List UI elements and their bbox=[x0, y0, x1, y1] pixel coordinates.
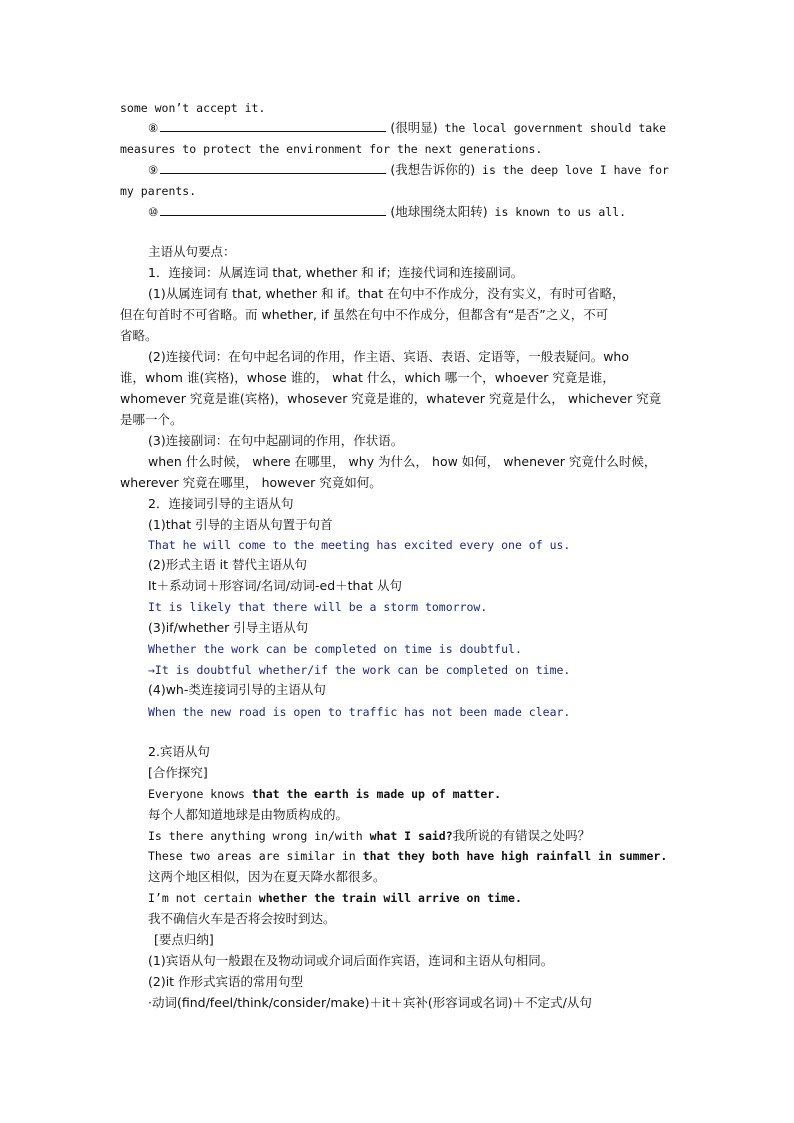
summary-point-2: (2)it 作形式宾语的常用句型 bbox=[148, 974, 304, 989]
subject-p2-3: (3)if/whether 引导主语从句 bbox=[148, 620, 309, 635]
example-sentence: When the new road is open to traffic has not been made clear. bbox=[148, 705, 571, 719]
answer-blank[interactable] bbox=[160, 162, 386, 174]
object-example-4-cn: 我不确信火车是否将会按时到达。 bbox=[148, 911, 336, 926]
item-text: the local government should take bbox=[444, 121, 667, 135]
example-text: Everyone knows bbox=[148, 787, 252, 801]
example-text: These two areas are similar in bbox=[148, 849, 363, 863]
object-example-4 bbox=[148, 890, 522, 906]
coop-label: [合作探究] bbox=[148, 765, 208, 780]
example-sentence: It is likely that there will be a storm tomorrow. bbox=[148, 600, 488, 614]
item-hint: (地球围绕太阳转) bbox=[390, 204, 488, 219]
object-example-1 bbox=[148, 786, 501, 802]
subject-p1c-list-2: wherever 究竟在哪里， however 究竟如何。 bbox=[120, 475, 382, 490]
example-clause: that they both have high rainfall in summer. bbox=[362, 849, 668, 863]
summary-point-1: (1)宾语从句一般跟在及物动词或介词后面作宾语，连词和主语从句相同。 bbox=[148, 953, 554, 968]
object-example-3-cn: 这两个地区相似，因为在夏天降水都很多。 bbox=[148, 869, 386, 884]
exercise-item-8 bbox=[148, 120, 666, 136]
formula: It＋系动词＋形容词/名词/动词-ed＋that 从句 bbox=[148, 578, 403, 593]
example-clause: whether the train will arrive on time. bbox=[258, 891, 522, 905]
subject-p1a-line1: (1)从属连词有 that, whether 和 if。that 在句中不作成分，没有实义，有时可省略， bbox=[148, 286, 625, 301]
example-sentence: That he will come to the meeting has excited every one of us. bbox=[148, 538, 571, 552]
subject-p1b-line1: (2)连接代词：在句中起名词的作用，作主语、宾语、表语、定语等，一般表疑问。who bbox=[148, 349, 630, 364]
example-sentence: →It is doubtful whether/if the work can be completed on time. bbox=[148, 663, 571, 677]
object-example-1-cn: 每个人都知道地球是由物质构成的。 bbox=[148, 807, 349, 822]
subject-p1b-line4: 是哪一个。 bbox=[120, 412, 183, 427]
exercise-item-8-cont: measures to protect the environment for the next generations. bbox=[120, 142, 543, 156]
exercise-item-9 bbox=[148, 162, 669, 178]
exercise-item-10 bbox=[148, 204, 626, 220]
item-text: is known to us all. bbox=[494, 205, 627, 219]
item-hint: (很明显) bbox=[390, 120, 438, 135]
example-text: Is there anything wrong in/with bbox=[148, 829, 370, 843]
subject-p2: 2．连接词引导的主语从句 bbox=[148, 496, 294, 511]
object-title: 2.宾语从句 bbox=[148, 744, 210, 759]
subject-p1a-line2: 但在句首时不可省略。而 whether, if 虽然在句中不作成分，但都含有“是否”之义，不可 bbox=[120, 307, 609, 322]
subject-title: 主语从句要点： bbox=[148, 244, 236, 259]
summary-point-3: ·动词(find/feel/think/consider/make)＋it＋宾补(形容词或名词)＋不定式/从句 bbox=[148, 995, 592, 1010]
subject-p1c: (3)连接副词：在句中起副词的作用，作状语。 bbox=[148, 433, 404, 448]
example-text: I’m not certain bbox=[148, 891, 259, 905]
answer-blank[interactable] bbox=[160, 120, 386, 132]
subject-p2-4: (4)wh-类连接词引导的主语从句 bbox=[148, 682, 326, 697]
item-hint: (我想告诉你的) bbox=[390, 162, 476, 177]
object-example-2 bbox=[148, 828, 590, 844]
subject-p1c-list-1: when 什么时候， where 在哪里， why 为什么， how 如何， whenever 究竟什么时候， bbox=[148, 454, 657, 469]
example-clause: that the earth is made up of matter. bbox=[251, 787, 502, 801]
subject-p1a-line3: 省略。 bbox=[120, 328, 158, 343]
exercise-line-prev: some won’t accept it. bbox=[120, 101, 266, 115]
subject-p1: 1．连接词：从属连词 that, whether 和 if；连接代词和连接副词。 bbox=[148, 265, 524, 280]
subject-p1b-line3: whomever 究竟是谁(宾格)，whosever 究竟是谁的，whatever 究竟是什么， whichever 究竟 bbox=[120, 391, 662, 406]
answer-blank[interactable] bbox=[160, 204, 386, 216]
example-sentence: Whether the work can be completed on time is doubtful. bbox=[148, 642, 522, 656]
subject-p2-1: (1)that 引导的主语从句置于句首 bbox=[148, 517, 333, 532]
summary-label: [要点归纳] bbox=[154, 932, 214, 947]
subject-p1b-line2: 谁，whom 谁(宾格)，whose 谁的， what 什么，which 哪一个，whoever 究竟是谁， bbox=[120, 370, 615, 385]
item-number: ⑧ bbox=[148, 121, 159, 135]
object-example-3 bbox=[148, 848, 667, 864]
example-translation: 我所说的有错误之处吗？ bbox=[452, 828, 591, 843]
item-number: ⑨ bbox=[148, 163, 159, 177]
example-clause: what I said? bbox=[369, 829, 453, 843]
exercise-item-9-cont: my parents. bbox=[120, 184, 197, 198]
item-number: ⑩ bbox=[148, 205, 159, 219]
item-text: is the deep love I have for bbox=[482, 163, 669, 177]
subject-p2-2: (2)形式主语 it 替代主语从句 bbox=[148, 557, 308, 572]
